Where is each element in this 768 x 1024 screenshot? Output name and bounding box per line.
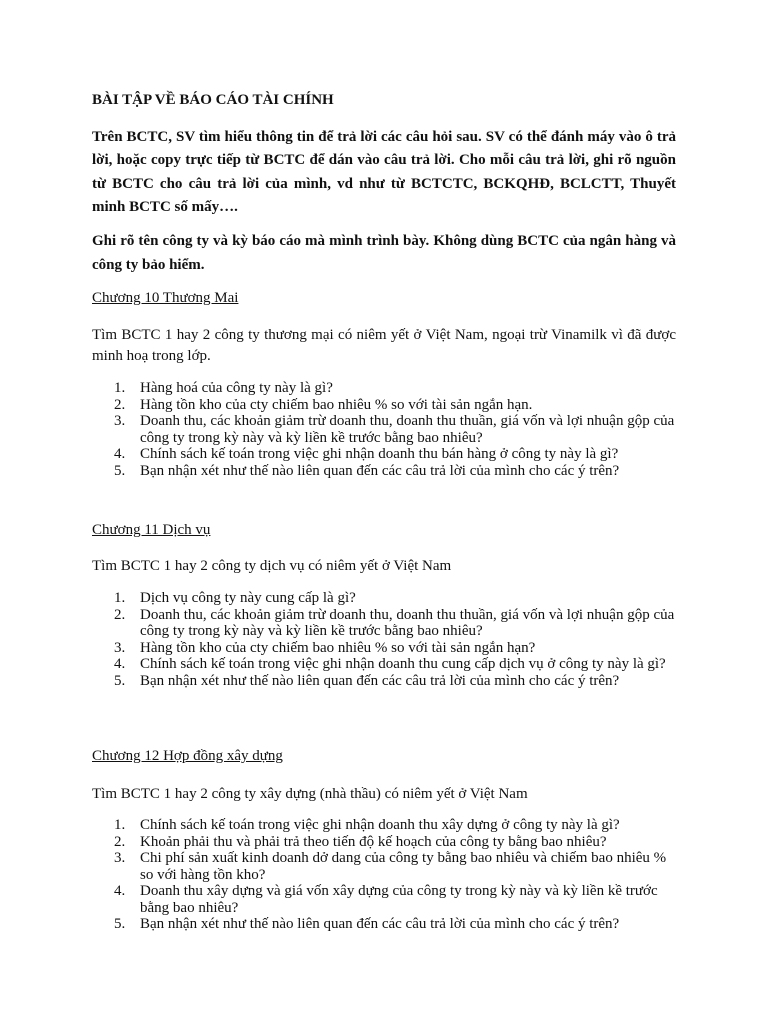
item-text: Doanh thu, các khoản giảm trừ doanh thu, doanh thu thuần, giá vốn và lợi nhuận gộp của công ty trong kỳ này và kỳ liền kề trước bằng bao nhiêu? <box>140 606 675 639</box>
list-item <box>92 640 676 657</box>
list-item <box>92 397 676 414</box>
item-text: Dịch vụ công ty này cung cấp là gì? <box>140 590 356 606</box>
item-text: Chính sách kế toán trong việc ghi nhận doanh thu cung cấp dịch vụ ở công ty này là gì? <box>140 656 666 672</box>
item-text: Doanh thu xây dựng và giá vốn xây dựng của công ty trong kỳ này và kỳ liền kề trước bằng bao nhiêu? <box>140 883 658 916</box>
chapter-heading: Chương 10 Thương Mai <box>92 290 239 306</box>
item-text: Bạn nhận xét như thế nào liên quan đến các câu trả lời của mình cho các ý trên? <box>140 672 620 689</box>
item-number: 4. <box>114 446 126 462</box>
chapter-heading: Chương 12 Hợp đồng xây dựng <box>92 748 283 764</box>
item-number: 5. <box>114 462 126 479</box>
item-number: 3. <box>114 413 126 429</box>
item-text: Hàng hoá của công ty này là gì? <box>140 380 333 396</box>
list-item <box>92 817 676 834</box>
question-list <box>92 590 676 689</box>
list-item <box>92 673 676 690</box>
item-number: 5. <box>114 916 126 932</box>
question-list <box>92 817 676 933</box>
item-number: 4. <box>114 883 126 899</box>
list-item <box>92 446 676 463</box>
list-item <box>92 916 676 933</box>
item-number: 1. <box>114 590 126 606</box>
item-number: 3. <box>114 639 126 656</box>
list-item <box>92 850 676 883</box>
item-text: Bạn nhận xét như thế nào liên quan đến các câu trả lời của mình cho các ý trên? <box>140 916 620 932</box>
item-number: 2. <box>114 396 126 413</box>
item-number: 1. <box>114 817 126 833</box>
item-number: 1. <box>114 380 126 396</box>
item-text: Chính sách kế toán trong việc ghi nhận doanh thu bán hàng ở công ty này là gì? <box>140 446 619 462</box>
list-item <box>92 607 676 640</box>
item-text: Doanh thu, các khoản giảm trừ doanh thu, doanh thu thuần, giá vốn và lợi nhuận gộp của công ty trong kỳ này và kỳ liền kề trước bằng bao nhiêu? <box>140 413 675 446</box>
item-text: Hàng tồn kho của cty chiếm bao nhiêu % so với tài sản ngắn hạn. <box>140 396 533 413</box>
list-item <box>92 413 676 446</box>
list-item <box>92 463 676 480</box>
item-text: Bạn nhận xét như thế nào liên quan đến các câu trả lời của mình cho các ý trên? <box>140 462 620 479</box>
item-number: 4. <box>114 656 126 672</box>
instructions-paragraph: Trên BCTC, SV tìm hiểu thông tin để trả lời các câu hỏi sau. SV có thể đánh máy vào ô trả lời, hoặc copy trực tiếp từ BCTC để dán vào câu trả lời. Cho mỗi câu trả lời, ghi rõ nguồn từ BCTC cho câu trả lời của mình, vd như từ BCTCTC, BCKQHĐ, BCLCTT, Thuyết minh BCTC số mấy…. <box>92 129 676 215</box>
list-item <box>92 380 676 397</box>
chapter-task: Tìm BCTC 1 hay 2 công ty xây dựng (nhà thầu) có niêm yết ở Việt Nam <box>92 786 528 802</box>
chapter-task: Tìm BCTC 1 hay 2 công ty dịch vụ có niêm yết ở Việt Nam <box>92 558 452 574</box>
item-number: 2. <box>114 833 126 850</box>
item-number: 2. <box>114 606 126 623</box>
item-number: 5. <box>114 672 126 689</box>
list-item <box>92 834 676 851</box>
list-item <box>92 656 676 673</box>
chapter-task: Tìm BCTC 1 hay 2 công ty thương mại có niêm yết ở Việt Nam, ngoại trừ Vinamilk vì đã được minh hoạ trong lớp. <box>92 327 676 364</box>
document-title: BÀI TẬP VỀ BÁO CÁO TÀI CHÍNH <box>92 92 334 108</box>
chapter-heading: Chương 11 Dịch vụ <box>92 522 211 538</box>
question-list <box>92 380 676 479</box>
list-item <box>92 590 676 607</box>
item-text: Khoản phải thu và phải trả theo tiến độ kế hoạch của công ty bằng bao nhiêu? <box>140 833 607 850</box>
item-text: Chi phí sản xuất kinh doanh dở dang của công ty bằng bao nhiêu và chiếm bao nhiêu % so với hàng tồn kho? <box>140 850 667 883</box>
item-number: 3. <box>114 850 126 866</box>
item-text: Chính sách kế toán trong việc ghi nhận doanh thu xây dựng ở công ty này là gì? <box>140 817 620 833</box>
list-item <box>92 883 676 916</box>
item-text: Hàng tồn kho của cty chiếm bao nhiêu % so với tài sản ngắn hạn? <box>140 639 536 656</box>
instructions-note: Ghi rõ tên công ty và kỳ báo cáo mà mình trình bày. Không dùng BCTC của ngân hàng và công ty bảo hiểm. <box>92 233 676 273</box>
